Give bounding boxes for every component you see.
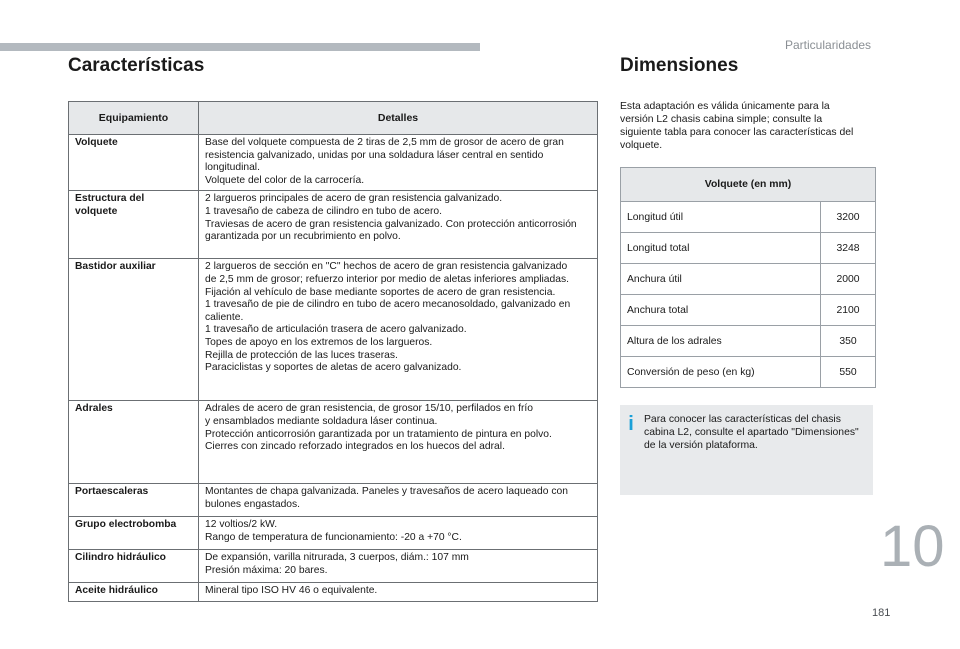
page-number: 181 — [872, 607, 891, 619]
row-key: Grupo electrobomba — [69, 517, 199, 550]
chapter-number: 10 — [880, 514, 945, 579]
row-key: Cilindro hidráulico — [69, 550, 199, 583]
table-row — [69, 135, 598, 191]
dimension-value: 2000 — [821, 264, 876, 295]
dimensions-table-header: Volquete (en mm) — [621, 168, 876, 202]
table-row — [69, 517, 598, 550]
row-key: Adrales — [69, 401, 199, 484]
dimension-label: Longitud útil — [621, 202, 821, 233]
characteristics-table — [68, 101, 598, 602]
dimensions-title: Dimensiones — [620, 55, 739, 76]
row-value: Base del volquete compuesta de 2 tiras de 2,5 mm de grosor de acero de gran resistencia galvanizado, unidas por una soldadura láser central en sentido longitudinal. Volquete del color de la carrocería. — [199, 135, 598, 191]
dimension-value: 3200 — [821, 202, 876, 233]
dimension-value: 2100 — [821, 295, 876, 326]
table-row — [621, 233, 876, 264]
table-row — [621, 295, 876, 326]
section-title: Particularidades — [785, 38, 872, 52]
table-row — [69, 484, 598, 517]
row-key: Bastidor auxiliar — [69, 259, 199, 401]
column-header-equipment: Equipamiento — [69, 102, 199, 135]
dimension-label: Anchura útil — [621, 264, 821, 295]
row-key: Portaescaleras — [69, 484, 199, 517]
info-note-text: Para conocer las características del chasis cabina L2, consulte el apartado "Dimensiones" de la versión plataforma. — [644, 414, 859, 451]
table-row — [621, 264, 876, 295]
row-value: Adrales de acero de gran resistencia, de grosor 15/10, perfilados en frío y ensamblados mediante soldadura láser continua. Protección anticorrosión garantizada por un tratamiento de pintura en polvo. Cierres con zincado reforzado integrados en los huecos del adral. — [199, 401, 598, 484]
dimensions-table — [620, 167, 876, 388]
characteristics-title: Características — [68, 55, 205, 76]
dimension-label: Altura de los adrales — [621, 326, 821, 357]
dimension-label: Anchura total — [621, 295, 821, 326]
dimension-label: Longitud total — [621, 233, 821, 264]
row-value: 12 voltios/2 kW. Rango de temperatura de funcionamiento: -20 a +70 °C. — [199, 517, 598, 550]
table-row — [621, 202, 876, 233]
table-row — [69, 191, 598, 259]
row-key: Volquete — [69, 135, 199, 191]
row-key: Estructura del volquete — [69, 191, 199, 259]
table-row — [621, 326, 876, 357]
table-row — [69, 583, 598, 602]
row-key: Aceite hidráulico — [69, 583, 199, 602]
header-bar — [0, 43, 480, 51]
row-value: De expansión, varilla nitrurada, 3 cuerpos, diám.: 107 mm Presión máxima: 20 bares. — [199, 550, 598, 583]
table-row — [621, 357, 876, 388]
table-row — [69, 550, 598, 583]
dimension-label: Conversión de peso (en kg) — [621, 357, 821, 388]
column-header-details: Detalles — [199, 102, 598, 135]
info-note — [620, 405, 873, 495]
dimension-value: 350 — [821, 326, 876, 357]
dimension-value: 550 — [821, 357, 876, 388]
table-row — [69, 401, 598, 484]
dimensions-intro: Esta adaptación es válida únicamente para la versión L2 chasis cabina simple; consulte la siguiente tabla para conocer las características del volquete. — [620, 101, 854, 151]
row-value: 2 largueros de sección en "C" hechos de acero de gran resistencia galvanizado de 2,5 mm de grosor; refuerzo interior por medio de aletas inferiores ampliadas. Fijación al vehículo de base mediante soportes de acero de gran resistencia. 1 travesaño de pie de cilindro en tubo de acero mecanosoldado, galvanizado en caliente. 1 travesaño de articulación trasera de acero galvanizado. Topes de apoyo en los extremos de los largueros. Rejilla de protección de las luces traseras. Paraciclistas y soportes de aletas de acero galvanizado. — [199, 259, 598, 401]
info-icon: i — [628, 413, 634, 435]
row-value: Montantes de chapa galvanizada. Paneles y travesaños de acero laqueado con bulones engastados. — [199, 484, 598, 517]
dimension-value: 3248 — [821, 233, 876, 264]
row-value: 2 largueros principales de acero de gran resistencia galvanizado. 1 travesaño de cabeza de cilindro en tubo de acero. Traviesas de acero de gran resistencia galvanizado. Con protección anticorrosión garantizada por un recubrimiento en polvo. — [199, 191, 598, 259]
table-row — [69, 259, 598, 401]
row-value: Mineral tipo ISO HV 46 o equivalente. — [199, 583, 598, 602]
